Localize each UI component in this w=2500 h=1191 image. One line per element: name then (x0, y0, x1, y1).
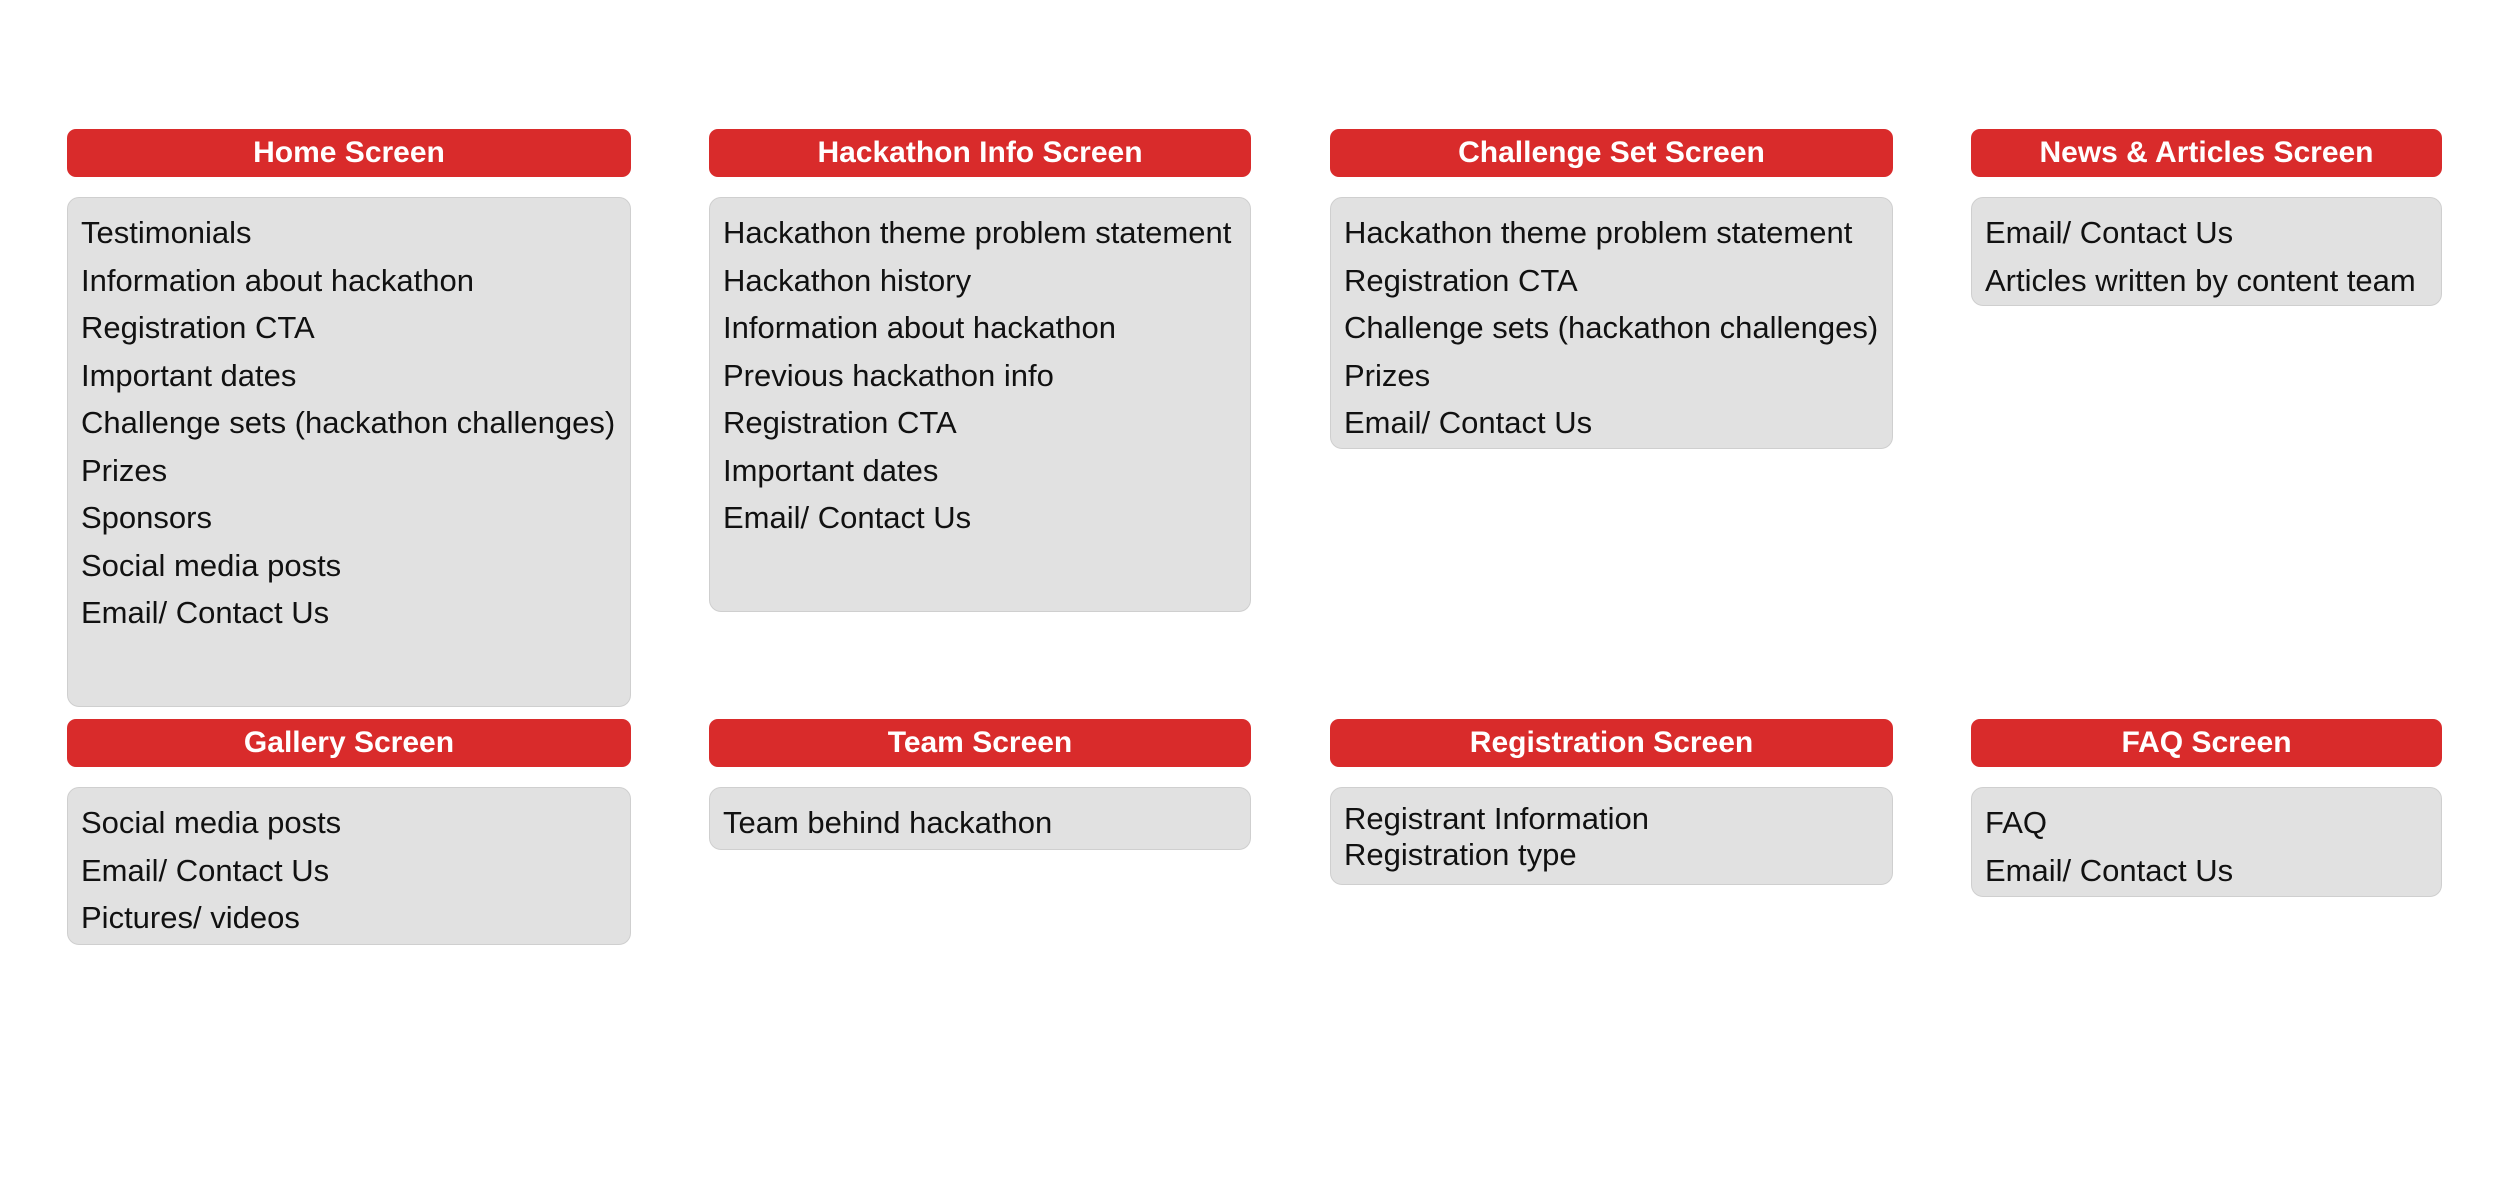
card-items (709, 787, 1251, 850)
list-item: Registration CTA (1344, 262, 1578, 298)
home-screen-card (67, 129, 631, 630)
gallery-screen-card (67, 719, 631, 935)
list-item: Prizes (81, 452, 168, 488)
card-header: Registration Screen (1330, 719, 1893, 767)
list-item: Important dates (81, 357, 297, 393)
card-header: Home Screen (67, 129, 631, 177)
list-item: Registration CTA (81, 310, 315, 345)
list-item: Challenge sets (hackathon challenges) (1344, 310, 1879, 345)
list-item: Information about hackathon (723, 310, 1116, 345)
list-item: Registration type (1344, 837, 1577, 872)
list-item: Registrant Information (1344, 801, 1649, 836)
card-header: FAQ Screen (1971, 719, 2442, 767)
list-item: Previous hackathon info (723, 357, 1054, 393)
card-header: Team Screen (709, 719, 1251, 767)
list-item: Information about hackathon (81, 262, 474, 298)
card-items (1971, 787, 2442, 897)
card-items (709, 197, 1251, 612)
card-header: Hackathon Info Screen (709, 129, 1251, 177)
list-item: Prizes (1344, 357, 1431, 393)
hackathon-info-screen-card (709, 129, 1251, 535)
list-item: Hackathon theme problem statement (723, 215, 1232, 250)
list-item: Social media posts (81, 547, 342, 583)
list-item: Email/ Contact Us (81, 852, 330, 888)
news-articles-screen-card (1971, 129, 2442, 298)
card-header: Challenge Set Screen (1330, 129, 1893, 177)
list-item: Email/ Contact Us (1985, 852, 2234, 888)
list-item: Hackathon theme problem statement (1344, 215, 1853, 250)
card-header: News & Articles Screen (1971, 129, 2442, 177)
list-item: Testimonials (81, 215, 252, 250)
list-item: Email/ Contact Us (1985, 215, 2234, 250)
list-item: Articles written by content team (1985, 262, 2416, 298)
list-item: Social media posts (81, 805, 342, 840)
list-item: Team behind hackathon (723, 805, 1053, 840)
card-items (1330, 197, 1893, 449)
faq-screen-card (1971, 719, 2442, 888)
list-item: Important dates (723, 452, 939, 488)
list-item: Hackathon history (723, 262, 972, 298)
list-item: FAQ (1985, 805, 2048, 840)
card-header: Gallery Screen (67, 719, 631, 767)
list-item: Challenge sets (hackathon challenges) (81, 405, 616, 440)
list-item: Email/ Contact Us (81, 595, 330, 630)
list-item: Pictures/ videos (81, 900, 300, 935)
card-items (67, 197, 631, 707)
challenge-set-screen-card (1330, 129, 1893, 440)
list-item: Registration CTA (723, 405, 957, 440)
list-item: Email/ Contact Us (723, 500, 972, 535)
list-item: Email/ Contact Us (1344, 405, 1593, 440)
list-item: Sponsors (81, 500, 212, 535)
registration-screen-card (1330, 719, 1893, 872)
card-items (1971, 197, 2442, 306)
card-items (1330, 787, 1893, 885)
team-screen-card (709, 719, 1251, 840)
card-items (67, 787, 631, 945)
